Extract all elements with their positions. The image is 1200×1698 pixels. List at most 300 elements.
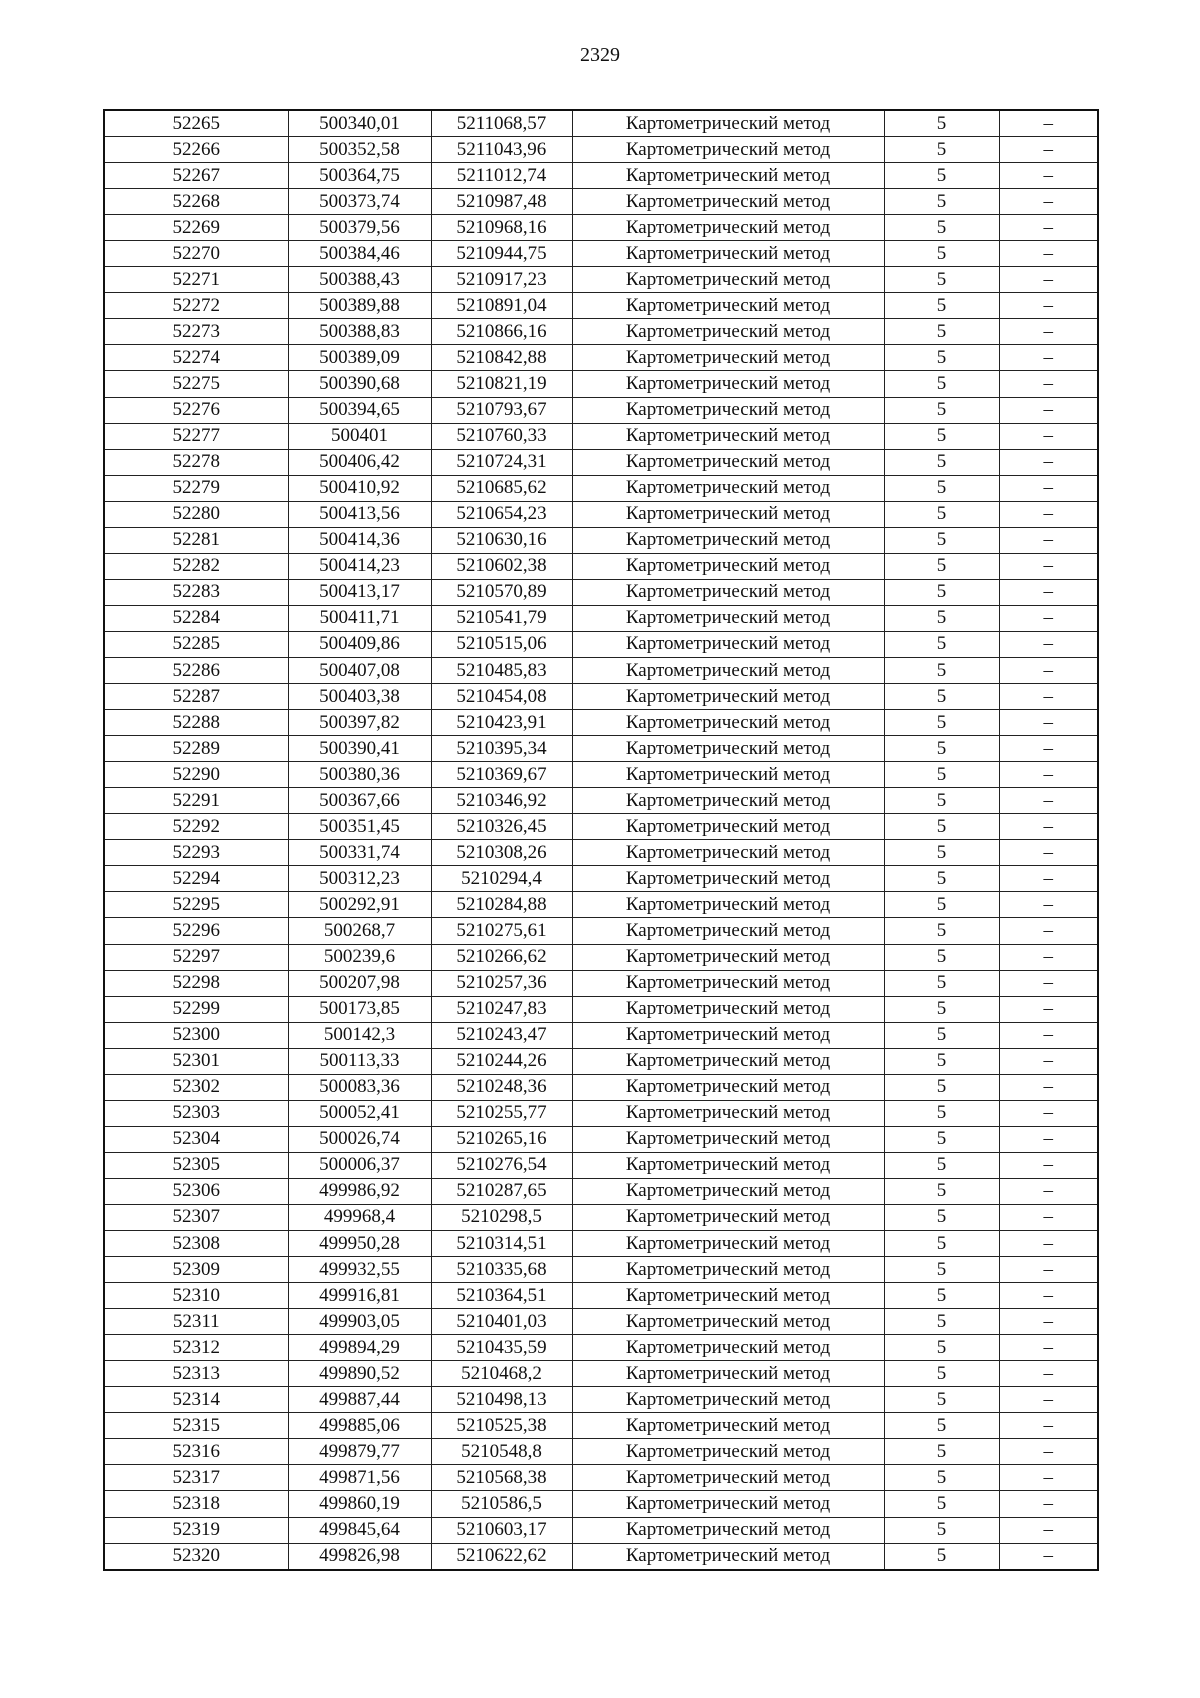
accuracy-cell: 5 xyxy=(884,163,999,189)
y-coordinate-cell: 5210724,31 xyxy=(431,449,572,475)
y-coordinate-cell: 5210654,23 xyxy=(431,501,572,527)
description-cell: – xyxy=(999,345,1098,371)
y-coordinate-cell: 5210485,83 xyxy=(431,657,572,683)
accuracy-cell: 5 xyxy=(884,137,999,163)
x-coordinate-cell: 499845,64 xyxy=(288,1517,431,1543)
description-cell: – xyxy=(999,475,1098,501)
x-coordinate-cell: 500389,88 xyxy=(288,293,431,319)
x-coordinate-cell: 500351,45 xyxy=(288,814,431,840)
table-row xyxy=(104,189,1098,215)
method-cell: Картометрический метод xyxy=(572,762,884,788)
accuracy-cell: 5 xyxy=(884,1178,999,1204)
accuracy-cell: 5 xyxy=(884,866,999,892)
description-cell: – xyxy=(999,814,1098,840)
point-number-cell: 52285 xyxy=(104,631,288,657)
point-number-cell: 52310 xyxy=(104,1283,288,1309)
y-coordinate-cell: 5210944,75 xyxy=(431,241,572,267)
method-cell: Картометрический метод xyxy=(572,814,884,840)
table-row xyxy=(104,1387,1098,1413)
description-cell: – xyxy=(999,1439,1098,1465)
table-row xyxy=(104,397,1098,423)
accuracy-cell: 5 xyxy=(884,970,999,996)
y-coordinate-cell: 5210468,2 xyxy=(431,1361,572,1387)
point-number-cell: 52316 xyxy=(104,1439,288,1465)
y-coordinate-cell: 5210842,88 xyxy=(431,345,572,371)
table-row xyxy=(104,345,1098,371)
table-row xyxy=(104,1517,1098,1543)
table-row xyxy=(104,371,1098,397)
y-coordinate-cell: 5210266,62 xyxy=(431,944,572,970)
method-cell: Картометрический метод xyxy=(572,1152,884,1178)
x-coordinate-cell: 500390,41 xyxy=(288,736,431,762)
description-cell: – xyxy=(999,1387,1098,1413)
method-cell: Картометрический метод xyxy=(572,397,884,423)
method-cell: Картометрический метод xyxy=(572,1022,884,1048)
accuracy-cell: 5 xyxy=(884,631,999,657)
accuracy-cell: 5 xyxy=(884,215,999,241)
description-cell: – xyxy=(999,527,1098,553)
accuracy-cell: 5 xyxy=(884,553,999,579)
y-coordinate-cell: 5210369,67 xyxy=(431,762,572,788)
x-coordinate-cell: 500239,6 xyxy=(288,944,431,970)
point-number-cell: 52276 xyxy=(104,397,288,423)
point-number-cell: 52296 xyxy=(104,918,288,944)
x-coordinate-cell: 499826,98 xyxy=(288,1543,431,1570)
y-coordinate-cell: 5210346,92 xyxy=(431,788,572,814)
description-cell: – xyxy=(999,1309,1098,1335)
description-cell: – xyxy=(999,944,1098,970)
method-cell: Картометрический метод xyxy=(572,371,884,397)
method-cell: Картометрический метод xyxy=(572,110,884,137)
accuracy-cell: 5 xyxy=(884,423,999,449)
accuracy-cell: 5 xyxy=(884,840,999,866)
method-cell: Картометрический метод xyxy=(572,553,884,579)
method-cell: Картометрический метод xyxy=(572,241,884,267)
method-cell: Картометрический метод xyxy=(572,1491,884,1517)
x-coordinate-cell: 500388,83 xyxy=(288,319,431,345)
method-cell: Картометрический метод xyxy=(572,293,884,319)
y-coordinate-cell: 5210284,88 xyxy=(431,892,572,918)
description-cell: – xyxy=(999,1543,1098,1570)
x-coordinate-cell: 500394,65 xyxy=(288,397,431,423)
table-row xyxy=(104,840,1098,866)
accuracy-cell: 5 xyxy=(884,1361,999,1387)
table-row xyxy=(104,527,1098,553)
point-number-cell: 52303 xyxy=(104,1100,288,1126)
x-coordinate-cell: 499916,81 xyxy=(288,1283,431,1309)
method-cell: Картометрический метод xyxy=(572,605,884,631)
y-coordinate-cell: 5210570,89 xyxy=(431,579,572,605)
point-number-cell: 52300 xyxy=(104,1022,288,1048)
point-number-cell: 52279 xyxy=(104,475,288,501)
description-cell: – xyxy=(999,1100,1098,1126)
y-coordinate-cell: 5210423,91 xyxy=(431,710,572,736)
coordinates-table xyxy=(103,109,1099,1571)
accuracy-cell: 5 xyxy=(884,1100,999,1126)
x-coordinate-cell: 500413,56 xyxy=(288,501,431,527)
point-number-cell: 52314 xyxy=(104,1387,288,1413)
point-number-cell: 52292 xyxy=(104,814,288,840)
description-cell: – xyxy=(999,1074,1098,1100)
description-cell: – xyxy=(999,1257,1098,1283)
method-cell: Картометрический метод xyxy=(572,1439,884,1465)
x-coordinate-cell: 499860,19 xyxy=(288,1491,431,1517)
description-cell: – xyxy=(999,1231,1098,1257)
method-cell: Картометрический метод xyxy=(572,918,884,944)
x-coordinate-cell: 500268,7 xyxy=(288,918,431,944)
accuracy-cell: 5 xyxy=(884,918,999,944)
x-coordinate-cell: 500026,74 xyxy=(288,1126,431,1152)
method-cell: Картометрический метод xyxy=(572,1283,884,1309)
point-number-cell: 52282 xyxy=(104,553,288,579)
description-cell: – xyxy=(999,1048,1098,1074)
table-row xyxy=(104,553,1098,579)
y-coordinate-cell: 5210275,61 xyxy=(431,918,572,944)
y-coordinate-cell: 5210364,51 xyxy=(431,1283,572,1309)
description-cell: – xyxy=(999,1022,1098,1048)
point-number-cell: 52265 xyxy=(104,110,288,137)
description-cell: – xyxy=(999,137,1098,163)
method-cell: Картометрический метод xyxy=(572,1361,884,1387)
point-number-cell: 52274 xyxy=(104,345,288,371)
x-coordinate-cell: 500113,33 xyxy=(288,1048,431,1074)
point-number-cell: 52308 xyxy=(104,1231,288,1257)
table-row xyxy=(104,1178,1098,1204)
x-coordinate-cell: 500364,75 xyxy=(288,163,431,189)
x-coordinate-cell: 500340,01 xyxy=(288,110,431,137)
method-cell: Картометрический метод xyxy=(572,657,884,683)
accuracy-cell: 5 xyxy=(884,1126,999,1152)
accuracy-cell: 5 xyxy=(884,605,999,631)
table-row xyxy=(104,1309,1098,1335)
accuracy-cell: 5 xyxy=(884,944,999,970)
x-coordinate-cell: 499968,4 xyxy=(288,1204,431,1230)
y-coordinate-cell: 5210602,38 xyxy=(431,553,572,579)
accuracy-cell: 5 xyxy=(884,527,999,553)
description-cell: – xyxy=(999,710,1098,736)
point-number-cell: 52266 xyxy=(104,137,288,163)
y-coordinate-cell: 5210541,79 xyxy=(431,605,572,631)
table-row xyxy=(104,866,1098,892)
accuracy-cell: 5 xyxy=(884,1387,999,1413)
point-number-cell: 52291 xyxy=(104,788,288,814)
table-row xyxy=(104,736,1098,762)
description-cell: – xyxy=(999,1413,1098,1439)
x-coordinate-cell: 500401 xyxy=(288,423,431,449)
table-row xyxy=(104,163,1098,189)
y-coordinate-cell: 5210294,4 xyxy=(431,866,572,892)
y-coordinate-cell: 5210622,62 xyxy=(431,1543,572,1570)
description-cell: – xyxy=(999,241,1098,267)
point-number-cell: 52319 xyxy=(104,1517,288,1543)
point-number-cell: 52306 xyxy=(104,1178,288,1204)
accuracy-cell: 5 xyxy=(884,371,999,397)
method-cell: Картометрический метод xyxy=(572,866,884,892)
description-cell: – xyxy=(999,840,1098,866)
point-number-cell: 52286 xyxy=(104,657,288,683)
accuracy-cell: 5 xyxy=(884,1491,999,1517)
point-number-cell: 52302 xyxy=(104,1074,288,1100)
point-number-cell: 52317 xyxy=(104,1465,288,1491)
x-coordinate-cell: 500390,68 xyxy=(288,371,431,397)
y-coordinate-cell: 5211043,96 xyxy=(431,137,572,163)
y-coordinate-cell: 5210335,68 xyxy=(431,1257,572,1283)
table-row xyxy=(104,788,1098,814)
description-cell: – xyxy=(999,1361,1098,1387)
table-row xyxy=(104,137,1098,163)
description-cell: – xyxy=(999,189,1098,215)
accuracy-cell: 5 xyxy=(884,1439,999,1465)
description-cell: – xyxy=(999,1517,1098,1543)
x-coordinate-cell: 500331,74 xyxy=(288,840,431,866)
accuracy-cell: 5 xyxy=(884,996,999,1022)
y-coordinate-cell: 5210287,65 xyxy=(431,1178,572,1204)
description-cell: – xyxy=(999,918,1098,944)
x-coordinate-cell: 499950,28 xyxy=(288,1231,431,1257)
point-number-cell: 52307 xyxy=(104,1204,288,1230)
description-cell: – xyxy=(999,657,1098,683)
description-cell: – xyxy=(999,1465,1098,1491)
table-row xyxy=(104,579,1098,605)
description-cell: – xyxy=(999,1152,1098,1178)
accuracy-cell: 5 xyxy=(884,110,999,137)
description-cell: – xyxy=(999,762,1098,788)
x-coordinate-cell: 500052,41 xyxy=(288,1100,431,1126)
description-cell: – xyxy=(999,293,1098,319)
y-coordinate-cell: 5210247,83 xyxy=(431,996,572,1022)
description-cell: – xyxy=(999,163,1098,189)
method-cell: Картометрический метод xyxy=(572,527,884,553)
method-cell: Картометрический метод xyxy=(572,319,884,345)
description-cell: – xyxy=(999,684,1098,710)
accuracy-cell: 5 xyxy=(884,293,999,319)
table-row xyxy=(104,293,1098,319)
y-coordinate-cell: 5210968,16 xyxy=(431,215,572,241)
method-cell: Картометрический метод xyxy=(572,1204,884,1230)
x-coordinate-cell: 500352,58 xyxy=(288,137,431,163)
y-coordinate-cell: 5210454,08 xyxy=(431,684,572,710)
accuracy-cell: 5 xyxy=(884,1152,999,1178)
x-coordinate-cell: 499894,29 xyxy=(288,1335,431,1361)
table-row xyxy=(104,1126,1098,1152)
description-cell: – xyxy=(999,319,1098,345)
point-number-cell: 52305 xyxy=(104,1152,288,1178)
y-coordinate-cell: 5210243,47 xyxy=(431,1022,572,1048)
method-cell: Картометрический метод xyxy=(572,944,884,970)
description-cell: – xyxy=(999,892,1098,918)
x-coordinate-cell: 500367,66 xyxy=(288,788,431,814)
accuracy-cell: 5 xyxy=(884,892,999,918)
x-coordinate-cell: 500292,91 xyxy=(288,892,431,918)
method-cell: Картометрический метод xyxy=(572,892,884,918)
x-coordinate-cell: 500173,85 xyxy=(288,996,431,1022)
x-coordinate-cell: 500397,82 xyxy=(288,710,431,736)
y-coordinate-cell: 5210917,23 xyxy=(431,267,572,293)
method-cell: Картометрический метод xyxy=(572,1387,884,1413)
point-number-cell: 52275 xyxy=(104,371,288,397)
table-row xyxy=(104,631,1098,657)
point-number-cell: 52311 xyxy=(104,1309,288,1335)
accuracy-cell: 5 xyxy=(884,1309,999,1335)
y-coordinate-cell: 5210314,51 xyxy=(431,1231,572,1257)
method-cell: Картометрический метод xyxy=(572,579,884,605)
accuracy-cell: 5 xyxy=(884,1517,999,1543)
table-row xyxy=(104,918,1098,944)
y-coordinate-cell: 5210308,26 xyxy=(431,840,572,866)
accuracy-cell: 5 xyxy=(884,1465,999,1491)
point-number-cell: 52297 xyxy=(104,944,288,970)
x-coordinate-cell: 499890,52 xyxy=(288,1361,431,1387)
point-number-cell: 52309 xyxy=(104,1257,288,1283)
y-coordinate-cell: 5210265,16 xyxy=(431,1126,572,1152)
accuracy-cell: 5 xyxy=(884,1231,999,1257)
description-cell: – xyxy=(999,423,1098,449)
y-coordinate-cell: 5210244,26 xyxy=(431,1048,572,1074)
table-row xyxy=(104,1439,1098,1465)
accuracy-cell: 5 xyxy=(884,579,999,605)
accuracy-cell: 5 xyxy=(884,657,999,683)
accuracy-cell: 5 xyxy=(884,267,999,293)
table-row xyxy=(104,319,1098,345)
table-row xyxy=(104,762,1098,788)
table-row xyxy=(104,1491,1098,1517)
table-row xyxy=(104,423,1098,449)
point-number-cell: 52287 xyxy=(104,684,288,710)
y-coordinate-cell: 5210987,48 xyxy=(431,189,572,215)
description-cell: – xyxy=(999,788,1098,814)
point-number-cell: 52268 xyxy=(104,189,288,215)
y-coordinate-cell: 5210548,8 xyxy=(431,1439,572,1465)
method-cell: Картометрический метод xyxy=(572,1257,884,1283)
point-number-cell: 52278 xyxy=(104,449,288,475)
description-cell: – xyxy=(999,501,1098,527)
method-cell: Картометрический метод xyxy=(572,423,884,449)
x-coordinate-cell: 499879,77 xyxy=(288,1439,431,1465)
description-cell: – xyxy=(999,736,1098,762)
y-coordinate-cell: 5210603,17 xyxy=(431,1517,572,1543)
table-row xyxy=(104,996,1098,1022)
accuracy-cell: 5 xyxy=(884,1413,999,1439)
table-row xyxy=(104,1413,1098,1439)
method-cell: Картометрический метод xyxy=(572,788,884,814)
accuracy-cell: 5 xyxy=(884,475,999,501)
method-cell: Картометрический метод xyxy=(572,1126,884,1152)
accuracy-cell: 5 xyxy=(884,1257,999,1283)
method-cell: Картометрический метод xyxy=(572,137,884,163)
y-coordinate-cell: 5210326,45 xyxy=(431,814,572,840)
y-coordinate-cell: 5210515,06 xyxy=(431,631,572,657)
table-row xyxy=(104,1022,1098,1048)
table-row xyxy=(104,684,1098,710)
description-cell: – xyxy=(999,579,1098,605)
table-row xyxy=(104,1231,1098,1257)
accuracy-cell: 5 xyxy=(884,710,999,736)
x-coordinate-cell: 499871,56 xyxy=(288,1465,431,1491)
y-coordinate-cell: 5211068,57 xyxy=(431,110,572,137)
method-cell: Картометрический метод xyxy=(572,449,884,475)
method-cell: Картометрический метод xyxy=(572,475,884,501)
description-cell: – xyxy=(999,605,1098,631)
point-number-cell: 52313 xyxy=(104,1361,288,1387)
description-cell: – xyxy=(999,267,1098,293)
method-cell: Картометрический метод xyxy=(572,840,884,866)
point-number-cell: 52273 xyxy=(104,319,288,345)
description-cell: – xyxy=(999,996,1098,1022)
page-number: 2329 xyxy=(580,44,620,66)
table-row xyxy=(104,1257,1098,1283)
description-cell: – xyxy=(999,970,1098,996)
method-cell: Картометрический метод xyxy=(572,1048,884,1074)
point-number-cell: 52295 xyxy=(104,892,288,918)
y-coordinate-cell: 5210821,19 xyxy=(431,371,572,397)
table-row xyxy=(104,1335,1098,1361)
point-number-cell: 52270 xyxy=(104,241,288,267)
point-number-cell: 52315 xyxy=(104,1413,288,1439)
accuracy-cell: 5 xyxy=(884,319,999,345)
table-row xyxy=(104,501,1098,527)
point-number-cell: 52272 xyxy=(104,293,288,319)
x-coordinate-cell: 500406,42 xyxy=(288,449,431,475)
y-coordinate-cell: 5210586,5 xyxy=(431,1491,572,1517)
point-number-cell: 52294 xyxy=(104,866,288,892)
y-coordinate-cell: 5210276,54 xyxy=(431,1152,572,1178)
accuracy-cell: 5 xyxy=(884,1335,999,1361)
method-cell: Картометрический метод xyxy=(572,1309,884,1335)
table-row xyxy=(104,605,1098,631)
point-number-cell: 52318 xyxy=(104,1491,288,1517)
y-coordinate-cell: 5210435,59 xyxy=(431,1335,572,1361)
table-row xyxy=(104,215,1098,241)
point-number-cell: 52269 xyxy=(104,215,288,241)
method-cell: Картометрический метод xyxy=(572,736,884,762)
x-coordinate-cell: 500006,37 xyxy=(288,1152,431,1178)
y-coordinate-cell: 5210630,16 xyxy=(431,527,572,553)
point-number-cell: 52271 xyxy=(104,267,288,293)
description-cell: – xyxy=(999,1283,1098,1309)
x-coordinate-cell: 500411,71 xyxy=(288,605,431,631)
x-coordinate-cell: 500414,36 xyxy=(288,527,431,553)
y-coordinate-cell: 5210257,36 xyxy=(431,970,572,996)
x-coordinate-cell: 500414,23 xyxy=(288,553,431,579)
table-row xyxy=(104,1283,1098,1309)
table-row xyxy=(104,1465,1098,1491)
accuracy-cell: 5 xyxy=(884,345,999,371)
x-coordinate-cell: 500207,98 xyxy=(288,970,431,996)
method-cell: Картометрический метод xyxy=(572,1335,884,1361)
method-cell: Картометрический метод xyxy=(572,970,884,996)
method-cell: Картометрический метод xyxy=(572,1413,884,1439)
x-coordinate-cell: 500373,74 xyxy=(288,189,431,215)
accuracy-cell: 5 xyxy=(884,1074,999,1100)
accuracy-cell: 5 xyxy=(884,736,999,762)
table-row xyxy=(104,1048,1098,1074)
description-cell: – xyxy=(999,1491,1098,1517)
method-cell: Картометрический метод xyxy=(572,1543,884,1570)
point-number-cell: 52283 xyxy=(104,579,288,605)
point-number-cell: 52320 xyxy=(104,1543,288,1570)
y-coordinate-cell: 5210395,34 xyxy=(431,736,572,762)
description-cell: – xyxy=(999,1204,1098,1230)
method-cell: Картометрический метод xyxy=(572,684,884,710)
method-cell: Картометрический метод xyxy=(572,1231,884,1257)
x-coordinate-cell: 500379,56 xyxy=(288,215,431,241)
table-row xyxy=(104,267,1098,293)
description-cell: – xyxy=(999,215,1098,241)
method-cell: Картометрический метод xyxy=(572,710,884,736)
accuracy-cell: 5 xyxy=(884,1543,999,1570)
point-number-cell: 52280 xyxy=(104,501,288,527)
y-coordinate-cell: 5210866,16 xyxy=(431,319,572,345)
